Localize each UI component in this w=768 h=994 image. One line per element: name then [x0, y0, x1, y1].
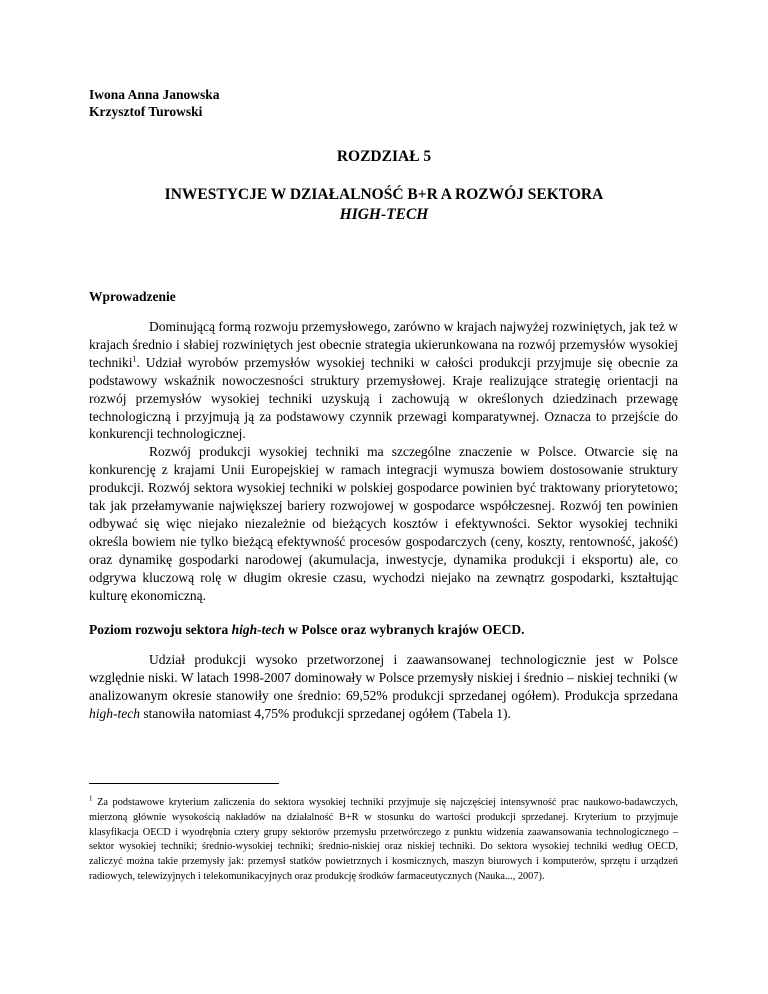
- footnote-separator: [89, 783, 279, 784]
- chapter-label: ROZDZIAŁ 5: [336, 148, 432, 165]
- paragraph-text-italic: high-tech: [89, 705, 140, 721]
- heading-text: w Polsce oraz wybranych krajów OECD.: [284, 622, 525, 637]
- intro-body: [89, 318, 678, 605]
- paragraph-text: Udział produkcji wysoko przetworzonej i zaawansowanej technologicznie jest w Polsce względnie niski. W latach 1998-2007 dominowały w Polsce przemysły niskiej i średnio – niskiej techniki (w analizowanym okresie stanowiły one średnio: 69,52% produkcji sprzedanej ogółem). Produkcja sprzedana: [89, 652, 678, 703]
- paragraph-text: . Udział wyrobów przemysłów wysokiej techniki w całości produkcji przyjmuje się obecnie za podstawowy wskaźnik nowoczesności struktury przemysłowej. Kraje realizujące strategię orientacji na rozwój przemysłów wysokiej techniki uzyskują i zachowują w określonych dziedzinach przewagę technologiczną i przyjmują ją za podstawowy czynnik przewagi komparatywnej. Oznacza to przejście do konkurencji technologicznej.: [89, 354, 678, 442]
- author-name: Krzysztof Turowski: [89, 104, 203, 119]
- paragraph: Rozwój produkcji wysokiej techniki ma szczególne znaczenie w Polsce. Otwarcie się na konkurencję z krajami Unii Europejskiej w ramach integracji wymusza bowiem dostosowanie struktury produkcji. Rozwój sektora wysokiej techniki w polskiej gospodarce powinien być traktowany priorytetowo; tak jak przełamywanie największej bariery rozwojowej w gospodarce współczesnej. Rozwój ten powinien odbywać się więc niejako niezależnie od bieżących kosztów i efektywności. Sektor wysokiej techniki określa bowiem nie tylko bieżącą efektywność procesów gospodarczych (ceny, koszty, rentowność, jakość) oraz dynamikę gospodarki narodowej (akumulacja, inwestycje, dynamika produkcji i eksportu) ale, co odgrywa kluczową rolę w długim okresie czasu, wychodzi niejako na zewnątrz gospodarki, kształtując kulturę ekonomiczną.: [89, 444, 678, 603]
- paragraph: [89, 318, 678, 443]
- footnote: [89, 796, 678, 885]
- paragraph-text: stanowiła natomiast 4,75% produkcji sprzedanej ogółem (Tabela 1).: [139, 705, 511, 721]
- footnote-reference: 1: [132, 354, 137, 364]
- section2-body: [89, 651, 678, 723]
- footnote-mark: 1: [89, 794, 93, 803]
- section-heading-intro: Wprowadzenie: [89, 289, 176, 304]
- footnote-paragraph: [89, 796, 678, 885]
- paragraph-text: Dominującą formą rozwoju przemysłowego, zarówno w krajach najwyżej rozwiniętych, jak też w krajach średnio i słabiej rozwiniętych jest obecnie strategia ukierunkowana na rozwój przemysłów wysokiej techniki: [89, 319, 678, 370]
- footnote-text: Za podstawowe kryterium zaliczenia do sektora wysokiej techniki przyjmuje się najczęściej intensywność prac naukowo-badawczych, mierzoną głównie wysokością nakładów na działalność B+R w stosunku do wartości produkcji sprzedanej. Kryterium to przyjmuje klasyfikacja OECD i wyodrębnia cztery grupy sektorów przemysłu przetwórczego z punktu widzenia zaawansowania technologicznego – sektor wysokiej techniki; średnio-wysokiej techniki; średnio-niskiej oraz niskiej techniki. Do sektora wysokiej techniki według OECD, zaliczyć można takie przemysły jak: przemysł statków powietrznych i kosmicznych, maszyn biurowych i komputerów, sprzętu i urządzeń radiowych, telewizyjnych i telekomunikacyjnych oraz produkcję środków farmaceutycznych (Nauka..., 2007).: [89, 797, 678, 882]
- paragraph: [89, 651, 678, 723]
- heading-text: Poziom rozwoju sektora: [89, 622, 232, 637]
- author-list: [89, 86, 220, 120]
- chapter-title: [0, 185, 768, 225]
- chapter-title-line-italic: HIGH-TECH: [339, 206, 429, 223]
- author-name: Iwona Anna Janowska: [89, 87, 220, 102]
- chapter-title-line: INWESTYCJE W DZIAŁALNOŚĆ B+R A ROZWÓJ SEKTORA: [164, 186, 604, 203]
- section-heading-high-tech: [89, 622, 524, 638]
- heading-text-italic: high-tech: [231, 622, 285, 637]
